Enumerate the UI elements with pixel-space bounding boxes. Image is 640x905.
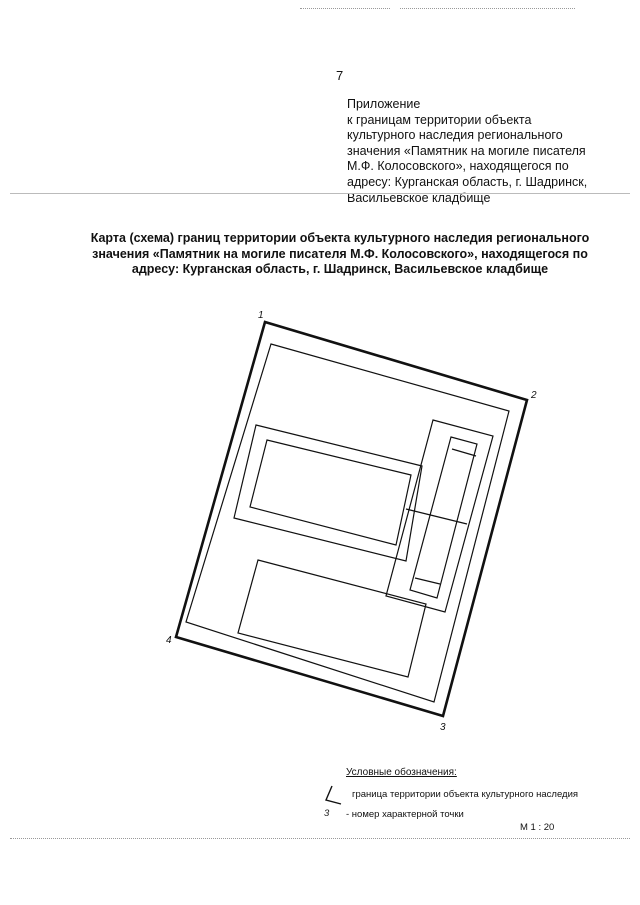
scale-label: М 1 : 20 [520,822,555,833]
territory-boundary [176,322,527,716]
appendix-line: М.Ф. Колосовского», находящегося по [347,159,569,174]
title-line: Карта (схема) границ территории объекта культурного наследия регионального [90,231,590,245]
point-label-4: 4 [166,635,172,646]
scan-mark-bottom [10,838,630,839]
appendix-line: к границам территории объекта [347,112,532,127]
legend-boundary-symbol [326,786,341,804]
title-line: адресу: Курганская область, г. Шадринск, Васильевское кладбище [131,262,549,276]
appendix-line: адресу: Курганская область, г. Шадринск, [347,174,588,189]
legend-point-sample: 3 [324,808,330,819]
legend-point-label: - номер характерной точки [346,809,464,820]
appendix-line: значения «Памятник на могиле писателя [347,143,586,158]
monument-crossline [452,449,476,456]
lower-slab [238,560,426,677]
appendix-line: Приложение [347,97,421,111]
point-label-2: 2 [531,390,537,401]
point-label-3: 3 [440,722,446,733]
legend-boundary-label: граница территории объекта культурного наследия [352,789,579,800]
page-number: 7 [336,68,344,83]
title-line: значения «Памятник на могиле писателя М.Ф. Колосовского», находящегося по [92,246,588,261]
grave-plot-inner [250,440,411,545]
point-label-1: 1 [258,310,264,321]
legend-title: Условные обозначения: [346,767,457,778]
monument-crossline [415,578,440,584]
appendix-line: культурного наследия регионального [347,128,563,143]
appendix-line: Васильевское кладбище [347,190,491,205]
grave-plot-outer [234,425,422,561]
